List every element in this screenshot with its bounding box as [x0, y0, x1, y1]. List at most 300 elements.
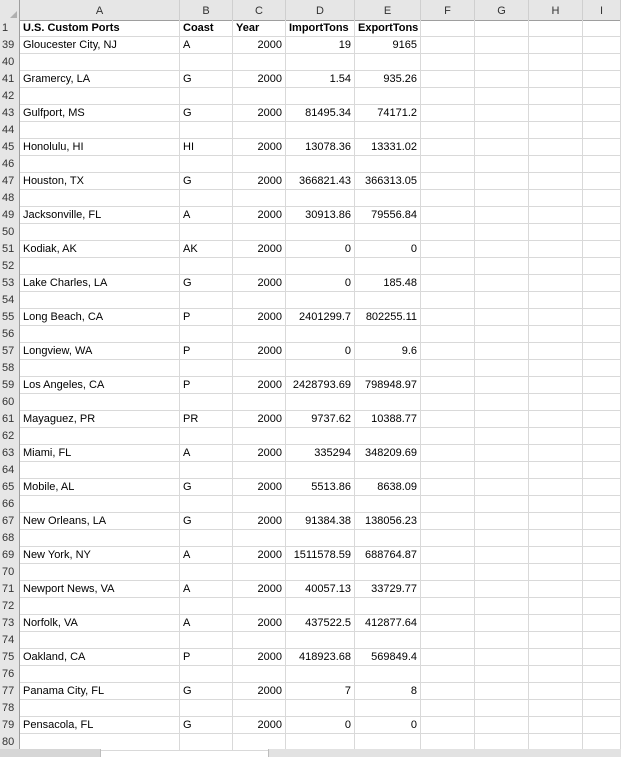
cell-empty[interactable] [421, 224, 475, 241]
cell-empty[interactable] [583, 241, 621, 258]
cell-empty[interactable] [475, 479, 529, 496]
row-number[interactable]: 77 [0, 683, 20, 700]
cell-empty[interactable] [421, 394, 475, 411]
cell-port[interactable]: Gramercy, LA [20, 71, 180, 88]
cell-empty[interactable] [583, 54, 621, 71]
cell-year[interactable]: 2000 [233, 37, 286, 54]
cell-empty[interactable] [421, 190, 475, 207]
cell-import-tons[interactable]: 0 [286, 275, 355, 292]
cell-empty[interactable] [583, 615, 621, 632]
cell-empty[interactable] [475, 292, 529, 309]
cell-empty[interactable] [475, 717, 529, 734]
cell-empty[interactable] [529, 530, 583, 547]
cell-empty[interactable] [475, 581, 529, 598]
cell-empty[interactable] [421, 54, 475, 71]
cell-empty[interactable] [583, 377, 621, 394]
cell-import-tons[interactable]: 19 [286, 37, 355, 54]
row-number[interactable]: 63 [0, 445, 20, 462]
cell-empty[interactable] [529, 275, 583, 292]
cell-empty[interactable] [583, 309, 621, 326]
cell-empty[interactable] [529, 292, 583, 309]
cell-coast[interactable]: G [180, 479, 233, 496]
cell-export-tons[interactable]: 0 [355, 241, 421, 258]
cell-export-tons[interactable] [355, 156, 421, 173]
cell-port[interactable] [20, 224, 180, 241]
row-number[interactable]: 52 [0, 258, 20, 275]
cell-empty[interactable] [529, 445, 583, 462]
cell-coast[interactable]: P [180, 649, 233, 666]
cell-export-tons[interactable]: 79556.84 [355, 207, 421, 224]
cell-empty[interactable] [421, 105, 475, 122]
row-number[interactable]: 47 [0, 173, 20, 190]
cell-year[interactable]: 2000 [233, 411, 286, 428]
cell-empty[interactable] [583, 224, 621, 241]
row-number[interactable]: 41 [0, 71, 20, 88]
cell-empty[interactable] [529, 139, 583, 156]
cell-year[interactable] [233, 88, 286, 105]
cell-export-tons[interactable] [355, 632, 421, 649]
cell-empty[interactable] [421, 632, 475, 649]
cell-year[interactable]: 2000 [233, 445, 286, 462]
cell-empty[interactable] [529, 462, 583, 479]
cell-export-tons[interactable] [355, 190, 421, 207]
column-header-h[interactable]: H [529, 0, 583, 20]
cell-port[interactable]: Honolulu, HI [20, 139, 180, 156]
cell-export-tons[interactable] [355, 122, 421, 139]
cell-port[interactable] [20, 564, 180, 581]
cell-import-tons[interactable]: 13078.36 [286, 139, 355, 156]
cell-empty[interactable] [583, 190, 621, 207]
cell-import-tons[interactable] [286, 224, 355, 241]
cell-year[interactable] [233, 564, 286, 581]
cell-port[interactable]: Long Beach, CA [20, 309, 180, 326]
cell-year[interactable] [233, 632, 286, 649]
column-header-d[interactable]: D [286, 0, 355, 20]
row-number[interactable]: 43 [0, 105, 20, 122]
row-number[interactable]: 59 [0, 377, 20, 394]
cell-empty[interactable] [529, 360, 583, 377]
cell-import-tons[interactable] [286, 462, 355, 479]
cell-coast[interactable] [180, 258, 233, 275]
cell-empty[interactable] [583, 207, 621, 224]
cell-year[interactable] [233, 428, 286, 445]
cell-year[interactable]: 2000 [233, 717, 286, 734]
cell-empty[interactable] [475, 547, 529, 564]
cell-import-tons[interactable]: 91384.38 [286, 513, 355, 530]
cell-empty[interactable] [421, 411, 475, 428]
row-number[interactable]: 72 [0, 598, 20, 615]
cell-port[interactable] [20, 530, 180, 547]
cell-empty[interactable] [475, 156, 529, 173]
cell-empty[interactable] [475, 700, 529, 717]
cell-port[interactable]: Jacksonville, FL [20, 207, 180, 224]
row-number[interactable]: 51 [0, 241, 20, 258]
cell-coast[interactable] [180, 394, 233, 411]
cell-import-tons[interactable]: 0 [286, 343, 355, 360]
cell-empty[interactable] [529, 496, 583, 513]
cell-port[interactable] [20, 394, 180, 411]
cell-coast[interactable] [180, 360, 233, 377]
cell-empty[interactable] [475, 564, 529, 581]
cell-export-tons[interactable] [355, 496, 421, 513]
cell-year[interactable]: 2000 [233, 71, 286, 88]
row-number[interactable]: 56 [0, 326, 20, 343]
cell-coast[interactable] [180, 700, 233, 717]
cell-empty[interactable] [529, 105, 583, 122]
cell-empty[interactable] [529, 173, 583, 190]
cell-empty[interactable] [583, 717, 621, 734]
cell-empty[interactable] [421, 581, 475, 598]
cell-port[interactable] [20, 360, 180, 377]
cell-empty[interactable] [475, 105, 529, 122]
cell-empty[interactable] [421, 547, 475, 564]
cell-empty[interactable] [529, 258, 583, 275]
cell-empty[interactable] [529, 71, 583, 88]
row-number[interactable]: 70 [0, 564, 20, 581]
cell-export-tons[interactable]: 802255.11 [355, 309, 421, 326]
cell-coast[interactable] [180, 632, 233, 649]
column-header-e[interactable]: E [355, 0, 421, 20]
cell-empty[interactable] [421, 377, 475, 394]
cell-port[interactable]: Mobile, AL [20, 479, 180, 496]
row-number[interactable]: 54 [0, 292, 20, 309]
cell-import-tons[interactable] [286, 292, 355, 309]
cell-year[interactable]: 2000 [233, 513, 286, 530]
cell-empty[interactable] [421, 598, 475, 615]
cell-import-tons[interactable] [286, 394, 355, 411]
cell-empty[interactable] [583, 547, 621, 564]
cell-empty[interactable] [583, 564, 621, 581]
cell-export-tons[interactable]: 9165 [355, 37, 421, 54]
cell-empty[interactable] [583, 513, 621, 530]
cell-empty[interactable] [421, 513, 475, 530]
cell-year[interactable]: 2000 [233, 581, 286, 598]
row-number[interactable]: 1 [0, 20, 20, 37]
cell-export-tons[interactable]: 688764.87 [355, 547, 421, 564]
cell-empty[interactable] [529, 54, 583, 71]
cell-empty[interactable] [583, 462, 621, 479]
cell-empty[interactable] [583, 649, 621, 666]
cell-empty[interactable] [529, 207, 583, 224]
cell-export-tons[interactable] [355, 428, 421, 445]
cell-import-tons[interactable]: 0 [286, 717, 355, 734]
cell-port[interactable] [20, 326, 180, 343]
cell-empty[interactable] [475, 496, 529, 513]
cell-import-tons[interactable] [286, 564, 355, 581]
cell-empty[interactable] [475, 530, 529, 547]
row-number[interactable]: 66 [0, 496, 20, 513]
cell-empty[interactable] [583, 88, 621, 105]
row-number[interactable]: 65 [0, 479, 20, 496]
cell-port[interactable]: Norfolk, VA [20, 615, 180, 632]
cell-export-tons[interactable] [355, 88, 421, 105]
cell-empty[interactable] [529, 190, 583, 207]
cell-empty[interactable] [529, 564, 583, 581]
cell-year[interactable]: 2000 [233, 309, 286, 326]
cell-empty[interactable] [583, 105, 621, 122]
cell-year[interactable] [233, 156, 286, 173]
cell-export-tons[interactable]: 0 [355, 717, 421, 734]
cell-coast[interactable]: G [180, 71, 233, 88]
cell-empty[interactable] [529, 581, 583, 598]
cell-empty[interactable] [529, 615, 583, 632]
cell-empty[interactable] [529, 326, 583, 343]
row-number[interactable]: 69 [0, 547, 20, 564]
cell-import-tons[interactable]: 9737.62 [286, 411, 355, 428]
cell-year[interactable] [233, 258, 286, 275]
cell-empty[interactable] [529, 632, 583, 649]
cell-export-tons[interactable]: 185.48 [355, 275, 421, 292]
cell-export-tons[interactable] [355, 530, 421, 547]
cell-export-tons[interactable]: 366313.05 [355, 173, 421, 190]
cell-import-tons[interactable]: 1511578.59 [286, 547, 355, 564]
cell-coast[interactable]: P [180, 343, 233, 360]
cell-export-tons[interactable]: 33729.77 [355, 581, 421, 598]
cell-export-tons[interactable]: 8 [355, 683, 421, 700]
cell-port[interactable] [20, 54, 180, 71]
cell-year[interactable] [233, 292, 286, 309]
cell-export-tons[interactable] [355, 598, 421, 615]
cell-empty[interactable] [529, 37, 583, 54]
row-number[interactable]: 78 [0, 700, 20, 717]
cell-port[interactable]: Pensacola, FL [20, 717, 180, 734]
header-export-tons[interactable]: ExportTons [355, 20, 421, 37]
cell-empty[interactable] [475, 343, 529, 360]
cell-port[interactable] [20, 462, 180, 479]
cell-year[interactable]: 2000 [233, 343, 286, 360]
header-coast[interactable]: Coast [180, 20, 233, 37]
cell-coast[interactable]: G [180, 513, 233, 530]
cell-empty[interactable] [529, 479, 583, 496]
cell-empty[interactable] [475, 207, 529, 224]
cell-coast[interactable]: P [180, 377, 233, 394]
cell-import-tons[interactable] [286, 360, 355, 377]
cell-port[interactable]: New Orleans, LA [20, 513, 180, 530]
cell-port[interactable]: Newport News, VA [20, 581, 180, 598]
cell-empty[interactable] [421, 530, 475, 547]
cell-empty[interactable] [421, 122, 475, 139]
cell-empty[interactable] [583, 173, 621, 190]
cell-year[interactable]: 2000 [233, 105, 286, 122]
cell-year[interactable] [233, 700, 286, 717]
row-number[interactable]: 68 [0, 530, 20, 547]
cell-empty[interactable] [529, 394, 583, 411]
cell-coast[interactable]: G [180, 105, 233, 122]
cell-empty[interactable] [583, 666, 621, 683]
cell-empty[interactable] [529, 20, 583, 37]
cell-coast[interactable]: A [180, 615, 233, 632]
row-number[interactable]: 80 [0, 734, 20, 751]
cell-coast[interactable] [180, 88, 233, 105]
cell-import-tons[interactable]: 30913.86 [286, 207, 355, 224]
cell-export-tons[interactable] [355, 54, 421, 71]
row-number[interactable]: 71 [0, 581, 20, 598]
cell-port[interactable]: Gloucester City, NJ [20, 37, 180, 54]
cell-import-tons[interactable]: 7 [286, 683, 355, 700]
cell-export-tons[interactable]: 798948.97 [355, 377, 421, 394]
row-number[interactable]: 58 [0, 360, 20, 377]
cell-empty[interactable] [421, 20, 475, 37]
cell-coast[interactable]: G [180, 683, 233, 700]
cell-empty[interactable] [583, 394, 621, 411]
cell-port[interactable]: Houston, TX [20, 173, 180, 190]
cell-empty[interactable] [475, 54, 529, 71]
cell-import-tons[interactable] [286, 88, 355, 105]
cell-empty[interactable] [583, 700, 621, 717]
cell-empty[interactable] [583, 326, 621, 343]
cell-import-tons[interactable]: 40057.13 [286, 581, 355, 598]
row-number[interactable]: 57 [0, 343, 20, 360]
cell-empty[interactable] [529, 224, 583, 241]
cell-empty[interactable] [421, 71, 475, 88]
cell-import-tons[interactable] [286, 122, 355, 139]
cell-empty[interactable] [475, 275, 529, 292]
cell-coast[interactable]: AK [180, 241, 233, 258]
cell-empty[interactable] [475, 20, 529, 37]
cell-empty[interactable] [583, 581, 621, 598]
cell-import-tons[interactable]: 0 [286, 241, 355, 258]
cell-import-tons[interactable] [286, 632, 355, 649]
cell-coast[interactable]: A [180, 547, 233, 564]
cell-import-tons[interactable]: 81495.34 [286, 105, 355, 122]
cell-empty[interactable] [475, 377, 529, 394]
cell-empty[interactable] [421, 173, 475, 190]
cell-empty[interactable] [529, 598, 583, 615]
cell-coast[interactable]: G [180, 717, 233, 734]
cell-empty[interactable] [583, 530, 621, 547]
header-import-tons[interactable]: ImportTons [286, 20, 355, 37]
cell-empty[interactable] [475, 445, 529, 462]
cell-empty[interactable] [421, 343, 475, 360]
cell-empty[interactable] [475, 122, 529, 139]
cell-export-tons[interactable] [355, 258, 421, 275]
cell-export-tons[interactable]: 935.26 [355, 71, 421, 88]
cell-empty[interactable] [529, 700, 583, 717]
cell-import-tons[interactable] [286, 156, 355, 173]
cell-export-tons[interactable]: 348209.69 [355, 445, 421, 462]
cell-export-tons[interactable]: 9.6 [355, 343, 421, 360]
cell-empty[interactable] [475, 394, 529, 411]
cell-empty[interactable] [529, 122, 583, 139]
cell-port[interactable]: Miami, FL [20, 445, 180, 462]
cell-empty[interactable] [421, 479, 475, 496]
cell-empty[interactable] [583, 360, 621, 377]
row-number[interactable]: 50 [0, 224, 20, 241]
select-all-corner[interactable] [0, 0, 20, 20]
header-port[interactable]: U.S. Custom Ports [20, 20, 180, 37]
cell-empty[interactable] [421, 649, 475, 666]
cell-empty[interactable] [421, 241, 475, 258]
cell-port[interactable] [20, 598, 180, 615]
cell-empty[interactable] [421, 156, 475, 173]
cell-empty[interactable] [583, 139, 621, 156]
cell-export-tons[interactable] [355, 224, 421, 241]
cell-empty[interactable] [421, 428, 475, 445]
cell-empty[interactable] [529, 717, 583, 734]
cell-empty[interactable] [529, 309, 583, 326]
cell-import-tons[interactable]: 366821.43 [286, 173, 355, 190]
cell-year[interactable] [233, 360, 286, 377]
row-number[interactable]: 40 [0, 54, 20, 71]
cell-empty[interactable] [475, 258, 529, 275]
cell-port[interactable] [20, 156, 180, 173]
cell-export-tons[interactable] [355, 564, 421, 581]
cell-empty[interactable] [421, 292, 475, 309]
cell-empty[interactable] [475, 632, 529, 649]
row-number[interactable]: 45 [0, 139, 20, 156]
cell-coast[interactable] [180, 122, 233, 139]
cell-year[interactable] [233, 190, 286, 207]
cell-export-tons[interactable] [355, 360, 421, 377]
cell-empty[interactable] [529, 649, 583, 666]
cell-empty[interactable] [475, 666, 529, 683]
row-number[interactable]: 64 [0, 462, 20, 479]
cell-port[interactable]: Los Angeles, CA [20, 377, 180, 394]
cell-port[interactable]: Oakland, CA [20, 649, 180, 666]
column-header-f[interactable]: F [421, 0, 475, 20]
cell-port[interactable] [20, 496, 180, 513]
cell-year[interactable] [233, 666, 286, 683]
cell-empty[interactable] [583, 343, 621, 360]
cell-import-tons[interactable]: 2401299.7 [286, 309, 355, 326]
cell-empty[interactable] [475, 37, 529, 54]
row-number[interactable]: 53 [0, 275, 20, 292]
row-number[interactable]: 55 [0, 309, 20, 326]
cell-export-tons[interactable] [355, 326, 421, 343]
cell-empty[interactable] [529, 88, 583, 105]
cell-year[interactable] [233, 122, 286, 139]
cell-empty[interactable] [421, 258, 475, 275]
cell-empty[interactable] [421, 615, 475, 632]
cell-coast[interactable] [180, 428, 233, 445]
cell-export-tons[interactable]: 412877.64 [355, 615, 421, 632]
cell-import-tons[interactable]: 5513.86 [286, 479, 355, 496]
cell-import-tons[interactable]: 2428793.69 [286, 377, 355, 394]
cell-year[interactable]: 2000 [233, 275, 286, 292]
cell-empty[interactable] [529, 547, 583, 564]
column-header-i[interactable]: I [583, 0, 621, 20]
cell-coast[interactable] [180, 496, 233, 513]
cell-year[interactable] [233, 530, 286, 547]
cell-coast[interactable] [180, 326, 233, 343]
cell-export-tons[interactable]: 10388.77 [355, 411, 421, 428]
cell-empty[interactable] [421, 717, 475, 734]
cell-port[interactable] [20, 428, 180, 445]
cell-year[interactable]: 2000 [233, 207, 286, 224]
cell-empty[interactable] [529, 241, 583, 258]
cell-empty[interactable] [583, 632, 621, 649]
cell-year[interactable] [233, 326, 286, 343]
cell-coast[interactable] [180, 462, 233, 479]
cell-import-tons[interactable] [286, 326, 355, 343]
cell-import-tons[interactable]: 1.54 [286, 71, 355, 88]
row-number[interactable]: 42 [0, 88, 20, 105]
row-number[interactable]: 49 [0, 207, 20, 224]
cell-port[interactable]: Longview, WA [20, 343, 180, 360]
cell-coast[interactable] [180, 54, 233, 71]
cell-coast[interactable] [180, 156, 233, 173]
cell-year[interactable] [233, 462, 286, 479]
cell-empty[interactable] [583, 479, 621, 496]
cell-year[interactable] [233, 54, 286, 71]
cell-empty[interactable] [421, 666, 475, 683]
cell-port[interactable] [20, 666, 180, 683]
cell-empty[interactable] [475, 173, 529, 190]
cell-year[interactable]: 2000 [233, 173, 286, 190]
cell-empty[interactable] [529, 666, 583, 683]
cell-empty[interactable] [421, 445, 475, 462]
cell-coast[interactable] [180, 564, 233, 581]
